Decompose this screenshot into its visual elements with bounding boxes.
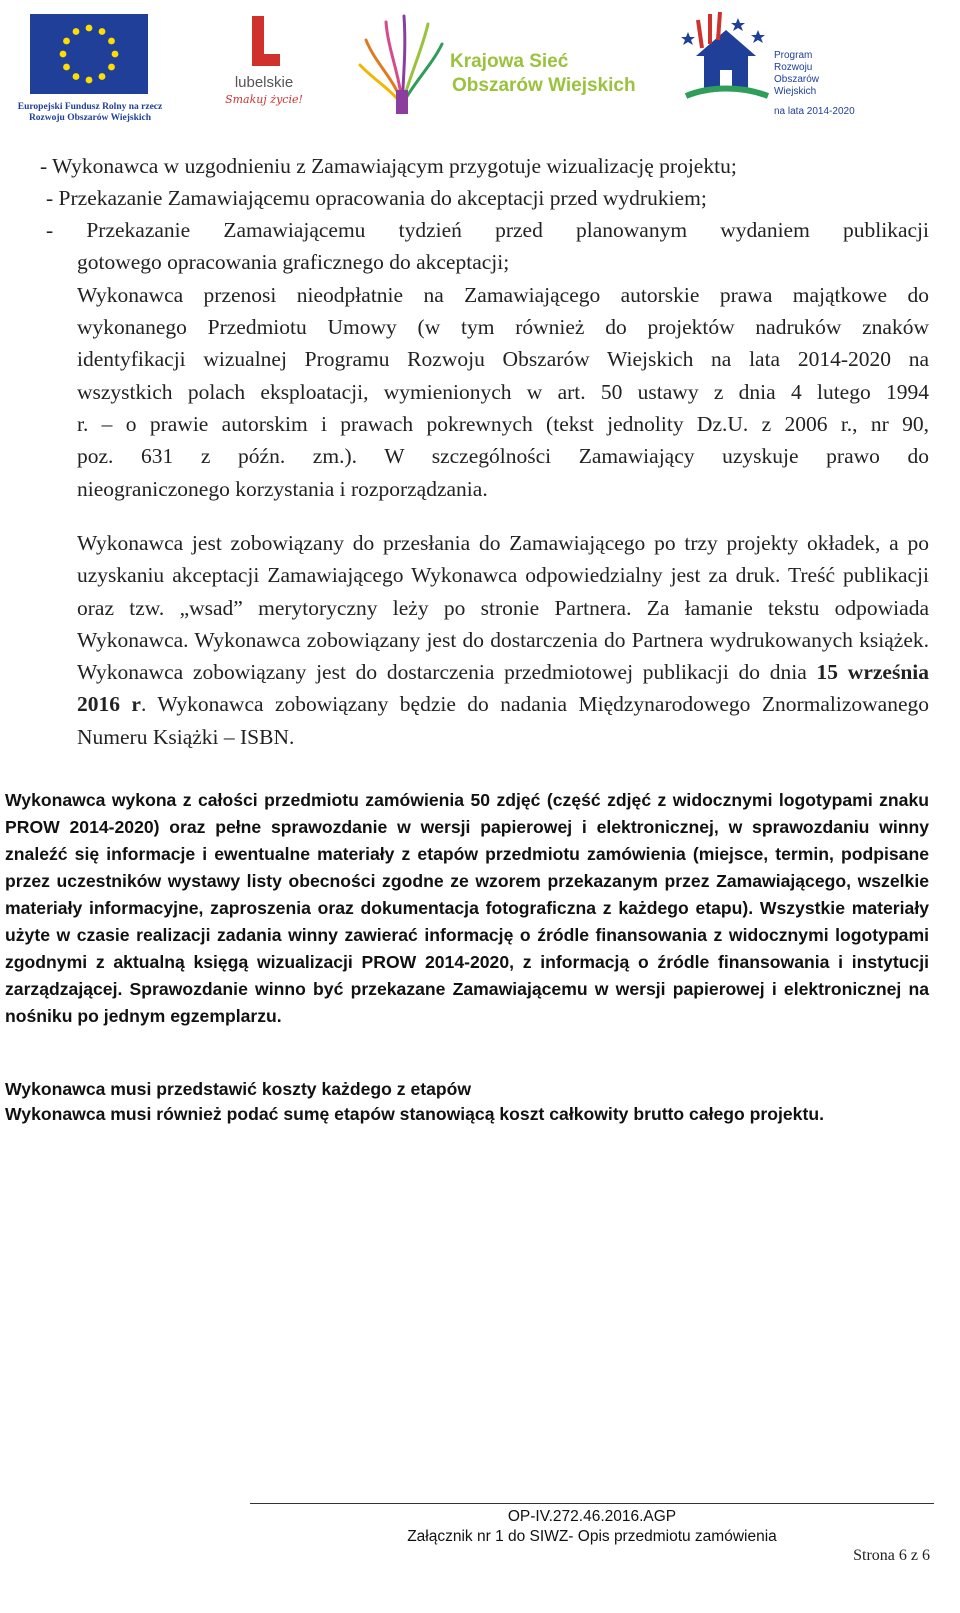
prow-logo [680, 10, 860, 120]
para1-line: nieograniczonego korzystania i rozporządzania. [77, 477, 488, 501]
para1-line: r. – o prawie autorskim i prawach pokrewnych (tekst jednolity Dz.U. z 2006 r., nr 90, [77, 412, 929, 436]
publication-text: Wykonawca jest zobowiązany do przesłania do Zamawiającego po trzy projekty okładek, a po uzyskaniu akceptacji Zamawiającego Wykonawca odpowiedzialny jest za druk. Treść publikacji oraz tzw. „wsad” merytoryczny leży po stronie Partnera. Za łamanie tekstu odpowiada Wykonawca. Wykonawca zobowiązany jest do dostarczenia do Partnera wydrukowanych książek. Wykonawca zobowiązany jest do dostarczenia przedmiotowej publikacji do dnia [77, 531, 929, 685]
eu-caption-line2: Rozwoju Obszarów Wiejskich [28, 113, 152, 123]
para1-line: poz. 631 z późn. zm.). W szczególności Zamawiający uzyskuje prawo do [77, 444, 929, 468]
bullet-acceptance: - Przekazanie Zamawiającemu opracowania do akceptacji przed wydrukiem; [46, 186, 707, 210]
page-number: Strona 6 z 6 [853, 1547, 930, 1564]
ksow-tree-icon [356, 10, 448, 120]
prow-emblem-icon [680, 10, 772, 110]
costs-paragraph [5, 1077, 929, 1127]
costs-sum-line: Wykonawca musi również podać sumę etapów stanowiącą koszt całkowity brutto całego projektu. [5, 1104, 824, 1124]
eu-fund-caption [6, 102, 174, 124]
publication-paragraph [77, 527, 929, 753]
footer-reference: OP-IV.272.46.2016.AGP [507, 1508, 677, 1525]
eu-flag-icon [30, 14, 148, 94]
lubelskie-slogan: Smakuj życie! [225, 93, 303, 106]
prow-line1: Program [774, 50, 813, 61]
prow-line4: Wiejskich [774, 86, 817, 97]
para1-line: wszystkich polach eksploatacji, wymienionych w art. 50 ustawy z dnia 4 lutego 1994 [77, 380, 929, 404]
ksow-line2: Obszarów Wiejskich [452, 75, 636, 96]
para1-line: gotowego opracowania graficznego do akceptacji; [77, 250, 510, 274]
costs-line: Wykonawca musi przedstawić koszty każdego z etapów [5, 1079, 472, 1099]
bullet-week-before: - Przekazanie Zamawiającemu tydzień przed planowanym wydaniem publikacji [46, 218, 929, 242]
prow-years: na lata 2014-2020 [774, 106, 855, 117]
footer-attachment: Załącznik nr 1 do SIWZ- Opis przedmiotu zamówienia [407, 1528, 777, 1545]
eu-caption-line1: Europejski Fundusz Rolny na rzecz [17, 102, 163, 112]
bullet-visualization: - Wykonawca w uzgodnieniu z Zamawiającym przygotuje wizualizację projektu; [40, 154, 737, 178]
ksow-line1: Krajowa Sieć [450, 51, 569, 72]
para1-line: Wykonawca przenosi nieodpłatnie na Zamawiającego autorskie prawa majątkowe do [77, 283, 929, 307]
prow-line2: Rozwoju [774, 62, 813, 73]
delivery-date: 15 września 2016 r [77, 660, 929, 717]
eu-fund-logo [6, 14, 174, 126]
prow-wordmark [774, 50, 819, 98]
para1-line: identyfikacji wizualnej Programu Rozwoju Obszarów Wiejskich na lata 2014-2020 na [77, 347, 929, 371]
lubelskie-name: lubelskie [234, 74, 294, 91]
lubelskie-l-icon [242, 14, 286, 72]
logo-header [0, 0, 960, 135]
prow-line3: Obszarów [774, 74, 820, 85]
para1-line: wykonanego Przedmiotu Umowy (w tym również do projektów nadruków znaków [77, 315, 929, 339]
isbn-text: . Wykonawca zobowiązany będzie do nadania Międzynarodowego Znormalizowanego Numeru Książki – ISBN. [77, 692, 930, 749]
ksow-wordmark [450, 50, 636, 98]
lubelskie-logo [222, 14, 306, 114]
photo-report-paragraph: Wykonawca wykona z całości przedmiotu zamówienia 50 zdjęć (część zdjęć z widocznymi logotypami znaku PROW 2014-2020) oraz pełne sprawozdanie w wersji papierowej i elektronicznej, w sprawozdaniu winny znaleźć się informacje i ewentualne materiały z etapów przedmiotu zamówienia (miejsce, termin, podpisane przez uczestników wystawy listy obecności zgodne ze wzorem przekazanym przez Zamawiającego, wszelkie materiały informacyjne, zaproszenia oraz dokumentacja fotograficzna z każdego etapu). Wszystkie materiały użyte w czasie realizacji zadania winny zawierać informację o źródle finansowania z widocznymi logotypami zgodnymi z aktualną księgą wizualizacji PROW 2014-2020, z informacją o źródle finansowania i instytucji zarządzającej. Sprawozdanie winno być przekazane Zamawiającemu w wersji papierowej i elektronicznej na nośniku po jednym egzemplarzu. [5, 790, 929, 1026]
footer-divider [250, 1503, 934, 1504]
ksow-logo [356, 10, 646, 120]
